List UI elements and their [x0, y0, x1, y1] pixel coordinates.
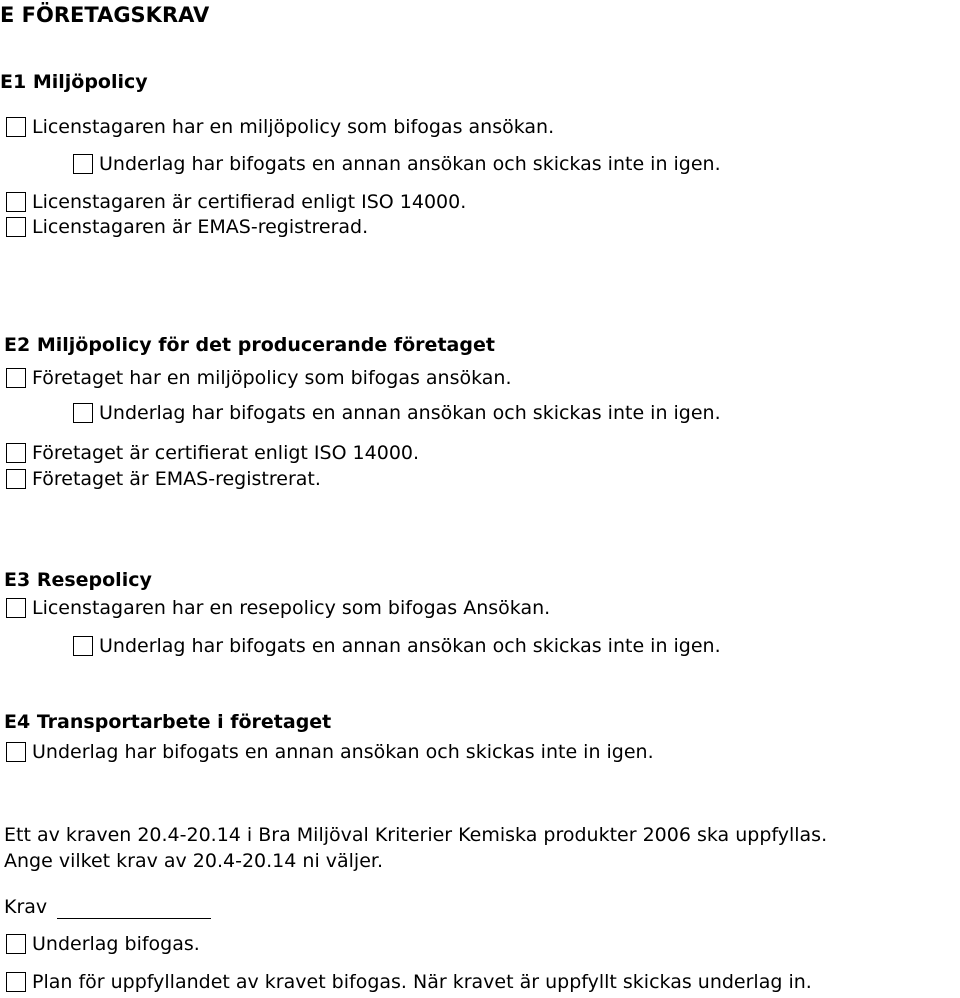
list-item	[6, 215, 368, 239]
list-item	[6, 740, 654, 764]
checkbox[interactable]	[6, 934, 26, 954]
item-label: Företaget har en miljöpolicy som bifogas ansökan.	[32, 367, 512, 389]
list-item	[6, 970, 812, 994]
list-item	[6, 366, 512, 390]
item-label: Plan för uppfyllandet av kravet bifogas. När kravet är uppfyllt skickas underlag in.	[32, 971, 812, 993]
requirements-text-1: Ett av kraven 20.4-20.14 i Bra Miljöval Kriterier Kemiska produkter 2006 ska uppfyllas.	[4, 824, 828, 846]
checkbox[interactable]	[6, 217, 26, 237]
list-item	[6, 596, 550, 620]
requirements-text-2: Ange vilket krav av 20.4-20.14 ni väljer.	[4, 850, 383, 872]
item-label: Underlag har bifogats en annan ansökan och skickas inte in igen.	[99, 635, 721, 657]
list-item	[73, 634, 721, 658]
item-label: Företaget är certifierat enligt ISO 14000.	[32, 442, 420, 464]
section-heading-e4: E4 Transportarbete i företaget	[4, 711, 332, 733]
checkbox[interactable]	[6, 117, 26, 137]
checkbox[interactable]	[6, 192, 26, 212]
item-label: Underlag bifogas.	[32, 933, 200, 955]
list-item	[6, 441, 419, 465]
checkbox[interactable]	[73, 636, 93, 656]
list-item	[73, 401, 721, 425]
checkbox[interactable]	[6, 598, 26, 618]
checkbox[interactable]	[6, 443, 26, 463]
item-label: Licenstagaren har en miljöpolicy som bifogas ansökan.	[32, 116, 555, 138]
checkbox[interactable]	[6, 742, 26, 762]
list-item	[6, 115, 554, 139]
item-label: Licenstagaren är certifierad enligt ISO 14000.	[32, 191, 467, 213]
list-item	[73, 152, 721, 176]
list-item	[6, 190, 466, 214]
item-label: Underlag har bifogats en annan ansökan och skickas inte in igen.	[32, 741, 654, 763]
list-item	[6, 932, 200, 956]
list-item	[6, 467, 321, 491]
section-heading-e1: E1 Miljöpolicy	[0, 71, 148, 93]
checkbox[interactable]	[73, 154, 93, 174]
item-label: Underlag har bifogats en annan ansökan och skickas inte in igen.	[99, 153, 721, 175]
krav-label: Krav	[4, 896, 48, 918]
checkbox[interactable]	[6, 469, 26, 489]
page-title: E FÖRETAGSKRAV	[0, 3, 210, 27]
checkbox[interactable]	[73, 403, 93, 423]
checkbox[interactable]	[6, 368, 26, 388]
item-label: Licenstagaren är EMAS-registrerad.	[32, 216, 369, 238]
krav-input-line[interactable]	[57, 896, 211, 919]
krav-field	[4, 895, 211, 919]
checkbox[interactable]	[6, 972, 26, 992]
item-label: Underlag har bifogats en annan ansökan och skickas inte in igen.	[99, 402, 721, 424]
item-label: Företaget är EMAS-registrerat.	[32, 468, 321, 490]
section-heading-e3: E3 Resepolicy	[4, 569, 152, 591]
item-label: Licenstagaren har en resepolicy som bifogas Ansökan.	[32, 597, 551, 619]
section-heading-e2: E2 Miljöpolicy för det producerande företaget	[4, 334, 495, 356]
